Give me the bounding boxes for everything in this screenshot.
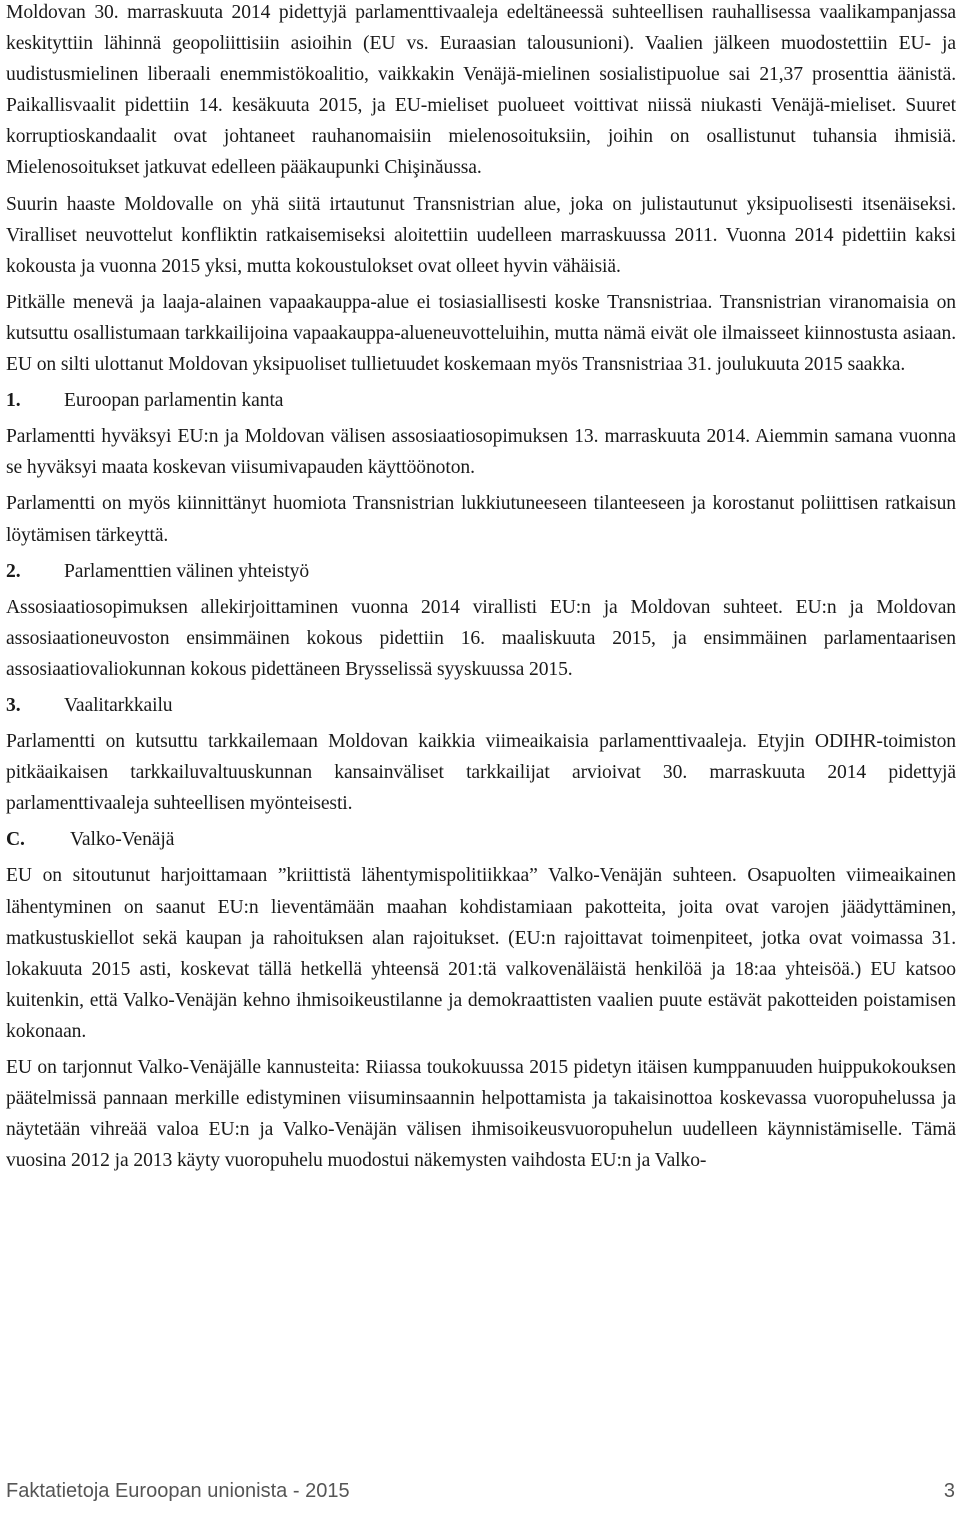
paragraph-belarus-engagement: EU on sitoutunut harjoittamaan ”kriittistä lähentymispolitiikkaa” Valko-Venäjän suhteen. Osapuolten viimeaikainen lähentyminen on saanut EU:n lieventämään maahan kohdistamiaan pakotteita, joita ovat varojen jäädyttäminen, matkustuskiellot sekä kaupan ja rahoituksen alan rajoitukset. (EU:n rajoittavat toimenpiteet, jotka ovat voimassa 31. lokakuuta 2015 asti, koskevat tällä hetkellä yhteensä 201:tä valkovenäläistä henkilöä ja 18:aa yhteisöä.) EU katsoo kuitenkin, että Valko-Venäjän kehno ihmisoikeustilanne ja demokraattisten vaalien puute estävät pakotteiden poistamisen kokonaan. <box>6 865 956 1042</box>
paragraph-belarus-incentives: EU on tarjonnut Valko-Venäjälle kannusteita: Riiassa toukokuussa 2015 pidetyn itäisen kumppanuuden huippukokouksen päätelmissä pannaan merkille edistyminen viisuminsaannin helpottamista ja takaisinottoa koskevassa vuoropuhelussa ja näytetään vihreää valoa EU:n ja Valko-Venäjän välisen ihmisoikeusvuoropuhelun uudelleen käynnistämiselle. Tämä vuosina 2012 ja 2013 käyty vuoropuhelu muodostui näkemysten vaihdosta EU:n ja Valko- <box>6 1057 956 1172</box>
section-title: Parlamenttien välinen yhteistyö <box>64 560 310 582</box>
section-letter: C. <box>6 829 25 851</box>
section-title: Vaalitarkkailu <box>64 694 173 716</box>
section-number: 3. <box>6 694 21 716</box>
section-number: 1. <box>6 390 21 412</box>
section-number: 2. <box>6 560 21 582</box>
paragraph-transnistria-attention: Parlamentti on myös kiinnittänyt huomiota Transnistrian lukkiutuneeseen tilanteeseen ja korostanut poliittisen ratkaisun löytämisen tärkeyttä. <box>6 493 956 546</box>
paragraph-moldova-elections: Moldovan 30. marraskuuta 2014 pidettyjä parlamenttivaaleja edeltäneessä suhteellisen rauhallisessa vaalikampanjassa keskityttiin lähinnä geopoliittisiin asioihin (EU vs. Euraasian talousunioni). Vaalien jälkeen muodostettiin EU- ja uudistusmielinen liberaali enemmistökoalitio, vaikkakin Venäjä-mielinen sosialistipuolue sai 21,37 prosenttia äänistä. Paikallisvaalit pidettiin 14. kesäkuuta 2015, ja EU-mieliset puolueet voittivat niissä niukasti Venäjä-mieliset. Suuret korruptioskandaalit ovat johtaneet rauhanomaisiin mielenosoituksiin, joihin on osallistunut tuhansia ihmisiä. Mielenosoitukset jatkuvat edelleen pääkaupunki Chişinăussa. <box>6 2 956 179</box>
paragraph-election-observation: Parlamentti on kutsuttu tarkkailemaan Moldovan kaikkia viimeaikaisia parlamenttivaaleja. Etyjin ODIHR-toimiston pitkäaikaisen tarkkailuvaltuuskunnan kansainväliset tarkkailijat arvioivat 30. marraskuuta 2014 pidettyjä parlamenttivaaleja suhteellisen myönteisesti. <box>6 731 956 815</box>
page-footer <box>6 1478 955 1504</box>
section-heading-belarus <box>6 824 956 855</box>
section-heading-parliament-position <box>6 385 956 416</box>
section-heading-interparliamentary <box>6 556 956 587</box>
paragraph-free-trade-area: Pitkälle menevä ja laaja-alainen vapaakauppa-alue ei tosiasiallisesti koske Transnistriaa. Transnistrian viranomaisia on kutsuttu osallistumaan tarkkailijoina vapaakauppa-alueneuvotteluihin, mutta nämä eivät ole ilmaisseet kiinnostusta asiaan. EU on silti ulottanut Moldovan yksipuoliset tullietuudet koskemaan myös Transnistriaa 31. joulukuuta 2015 saakka. <box>6 291 956 376</box>
section-title: Valko-Venäjä <box>70 829 175 851</box>
document-body <box>6 0 956 1181</box>
paragraph-association-agreement: Parlamentti hyväksyi EU:n ja Moldovan välisen assosiaatiosopimuksen 13. marraskuuta 2014. Aiemmin samana vuonna se hyväksyi maata koskevan viisumivapauden käyttöönoton. <box>6 426 956 479</box>
page-number: 3 <box>943 1480 955 1502</box>
section-heading-election-observation <box>6 690 956 721</box>
paragraph-association-council: Assosiaatiosopimuksen allekirjoittaminen vuonna 2014 virallisti EU:n ja Moldovan suhteet. EU:n ja Moldovan assosiaationeuvoston ensimmäinen kokous pidettiin 16. maaliskuuta 2015, ja ensimmäinen parlamentaarisen assosiaatiovaliokunnan kokous pidettäneen Brysselissä syyskuussa 2015. <box>6 596 956 680</box>
paragraph-transnistria-challenge: Suurin haaste Moldovalle on yhä siitä irtautunut Transnistrian alue, joka on julistautunut yksipuolisesti itsenäiseksi. Viralliset neuvottelut konfliktin ratkaisemiseksi aloitettiin uudelleen marraskuussa 2011. Vuonna 2014 pidettiin kaksi kokousta ja vuonna 2015 yksi, mutta kokoustulokset ovat olleet hyvin vähäisiä. <box>6 193 956 277</box>
section-title: Euroopan parlamentin kanta <box>64 390 284 412</box>
footer-title: Faktatietoja Euroopan unionista - 2015 <box>6 1480 350 1502</box>
